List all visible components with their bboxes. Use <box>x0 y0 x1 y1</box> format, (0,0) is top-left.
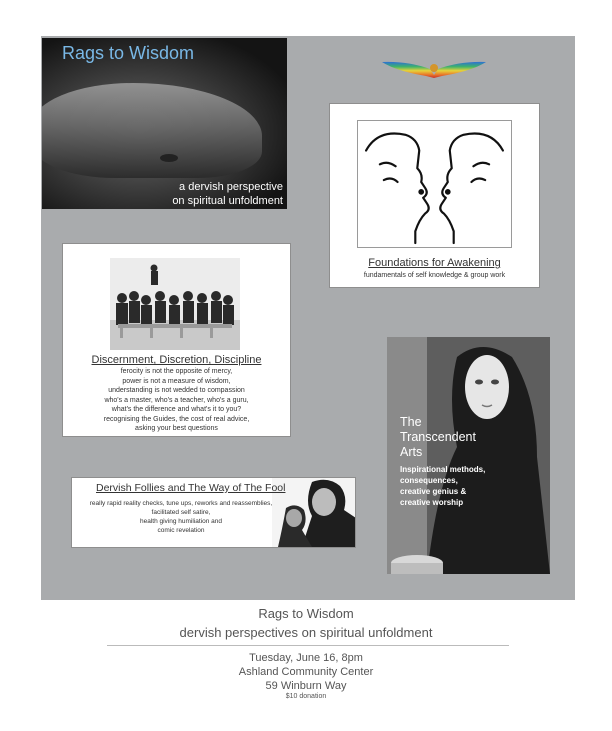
transcendent-title-line3: Arts <box>400 445 423 459</box>
footer-subtitle: dervish perspectives on spiritual unfoldment <box>179 625 433 640</box>
follies-line: really rapid reality checks, tune ups, reworks and reassemblies, <box>89 500 273 507</box>
whale-image <box>42 83 262 178</box>
transcendent-arts-panel <box>387 337 550 574</box>
footer-title: Rags to Wisdom <box>258 606 354 621</box>
foundations-title: Foundations for Awakening <box>368 257 501 269</box>
rags-subtitle-line2: on spiritual unfoldment <box>172 195 283 207</box>
transcendent-desc-line: creative genius & <box>400 487 467 496</box>
event-address: 59 Winburn Way <box>265 680 347 692</box>
transcendent-desc-line: creative worship <box>400 498 464 507</box>
foundations-subtitle: fundamentals of self knowledge & group work <box>363 272 506 279</box>
rags-to-wisdom-panel <box>42 38 287 209</box>
rags-panel-subtitle <box>123 180 283 208</box>
follies-line: comic revelation <box>157 527 205 534</box>
event-venue: Ashland Community Center <box>238 666 374 678</box>
group-gathering-photo <box>110 258 240 350</box>
transcendent-desc-line: consequences, <box>400 476 458 485</box>
discernment-panel <box>62 243 291 437</box>
winged-emblem-icon <box>380 59 488 79</box>
discernment-line: who's a master, who's a teacher, who's a guru, <box>104 396 249 404</box>
transcendent-title-line1: The <box>400 415 422 429</box>
discernment-text <box>73 367 280 434</box>
event-date: Tuesday, June 16, 8pm <box>249 652 363 664</box>
event-donation: $10 donation <box>285 693 327 700</box>
footer-divider <box>107 645 509 646</box>
discernment-line: power is not a measure of wisdom, <box>122 377 231 385</box>
two-faces-drawing <box>357 120 512 248</box>
transcendent-title <box>400 415 476 460</box>
discernment-line: ferocity is not the opposite of mercy, <box>120 368 233 375</box>
transcendent-desc-line: Inspirational methods, <box>400 465 486 474</box>
transcendent-description <box>400 464 510 508</box>
follies-line: facilitated self satire, <box>151 509 211 516</box>
discernment-line: asking your best questions <box>135 425 218 432</box>
follies-text <box>76 499 286 535</box>
transcendent-title-line2: Transcendent <box>400 430 476 444</box>
dervish-follies-panel <box>71 477 356 548</box>
discernment-line: recognising the Guides, the cost of real advice, <box>103 415 250 423</box>
rags-panel-title: Rags to Wisdom <box>62 43 195 63</box>
follies-title: Dervish Follies and The Way of The Fool <box>96 482 286 494</box>
foundations-panel <box>329 103 540 288</box>
whale-eye <box>160 154 178 162</box>
follies-line: health giving humiliation and <box>139 518 223 525</box>
discernment-title: Discernment, Discretion, Discipline <box>91 354 262 366</box>
discernment-line: understanding is not wedded to compassion <box>108 387 245 394</box>
rags-subtitle-line1: a dervish perspective <box>179 181 283 193</box>
discernment-line: what's the difference and what's it to you? <box>111 406 242 413</box>
